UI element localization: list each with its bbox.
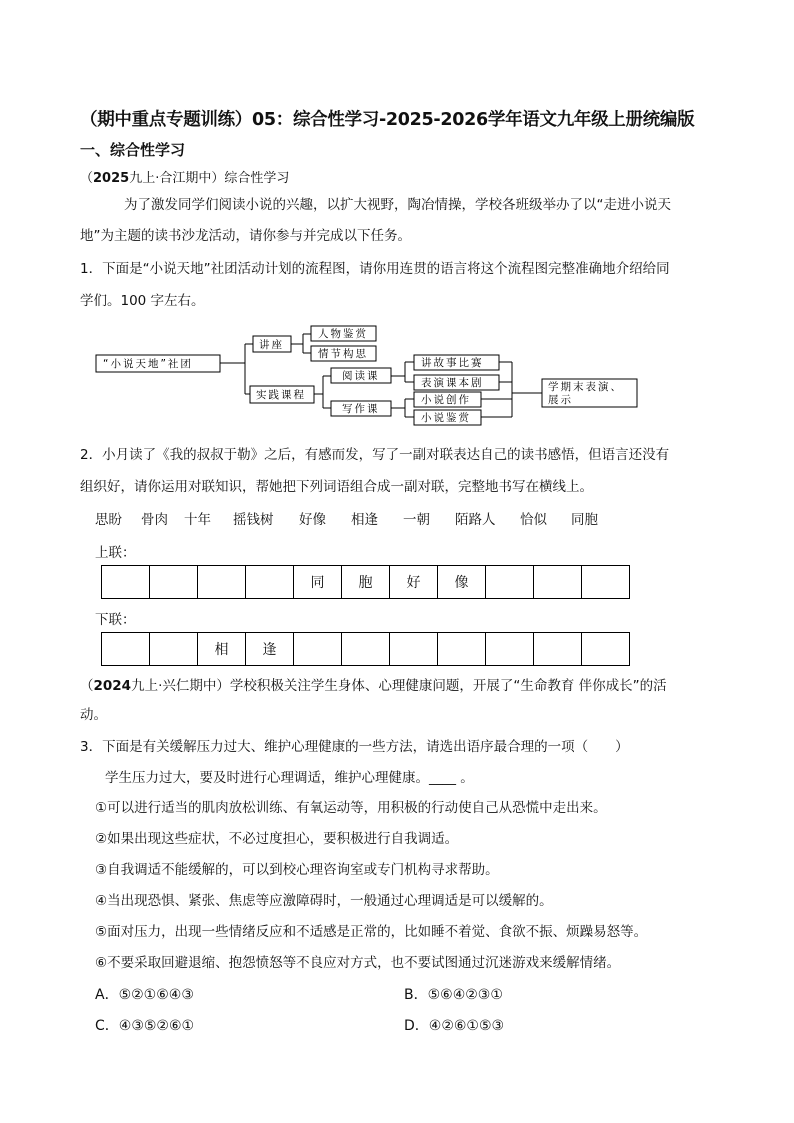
lower-couplet-grid bbox=[101, 632, 630, 666]
q1-line-2: 学们。100 字左右。 bbox=[80, 293, 205, 309]
word-bank-item: 恰似 bbox=[520, 512, 547, 528]
q3-item: ③自我调适不能缓解的，可以到校心理咨询室或专门机构寻求帮助。 bbox=[95, 862, 499, 878]
q3-item: ②如果出现这些症状，不必过度担心，要积极进行自我调适。 bbox=[95, 831, 459, 847]
upper-couplet-label: 上联： bbox=[95, 545, 136, 561]
flow-root: “小说天地”社团 bbox=[103, 358, 193, 370]
grid-cell[interactable] bbox=[150, 633, 198, 666]
grid-cell[interactable] bbox=[294, 633, 342, 666]
source-year: 2025 bbox=[93, 171, 130, 186]
grid-cell[interactable] bbox=[102, 633, 150, 666]
grid-cell[interactable] bbox=[486, 633, 534, 666]
grid-cell[interactable] bbox=[582, 566, 630, 599]
source-text: 九上·合江期中）综合性学习 bbox=[129, 171, 290, 186]
grid-cell[interactable]: 相 bbox=[198, 633, 246, 666]
source-year: 2024 bbox=[93, 678, 132, 694]
flow-lecture-item-2: 情节构思 bbox=[318, 348, 368, 360]
flow-lecture-item-1: 人物鉴赏 bbox=[318, 328, 368, 340]
grid-cell[interactable]: 好 bbox=[390, 566, 438, 599]
source-open: （ bbox=[80, 678, 94, 694]
word-bank-item: 摇钱树 bbox=[233, 512, 274, 528]
flow-lecture: 讲座 bbox=[259, 339, 284, 351]
q2-line-2: 组织好，请你运用对联知识，帮她把下列词语组合成一副对联，完整地书写在横线上。 bbox=[80, 479, 593, 495]
option-d[interactable]: D．④②⑥①⑤③ bbox=[404, 1018, 505, 1034]
grid-cell[interactable] bbox=[534, 566, 582, 599]
q3-lead: 学生压力过大，要及时进行心理调适，维护心理健康。____ 。 bbox=[105, 770, 474, 786]
upper-couplet-grid bbox=[101, 565, 630, 599]
page-title: （期中重点专题训练）05：综合性学习-2025-2026学年语文九年级上册统编版 bbox=[80, 110, 695, 130]
flow-reading: 阅读课 bbox=[342, 370, 380, 382]
grid-cell[interactable]: 同 bbox=[294, 566, 342, 599]
grid-cell[interactable] bbox=[582, 633, 630, 666]
option-a[interactable]: A．⑤②①⑥④③ bbox=[95, 987, 194, 1003]
intro-line-1: 为了激发同学们阅读小说的兴趣，以扩大视野，陶冶情操，学校各班级举办了以“走进小说天 bbox=[124, 197, 671, 213]
q3-item: ④当出现恐惧、紧张、焦虑等应激障碍时，一般通过心理调适是可以缓解的。 bbox=[95, 893, 553, 909]
q3-item: ⑤面对压力，出现一些情绪反应和不适感是正常的，比如睡不着觉、食欲不振、烦躁易怒等。 bbox=[95, 924, 648, 940]
flow-practice: 实践课程 bbox=[256, 389, 306, 401]
flow-reading-item-2: 表演课本剧 bbox=[421, 377, 484, 389]
word-bank-item: 十年 bbox=[184, 512, 211, 528]
q3-item: ①可以进行适当的肌肉放松训练、有氧运动等，用积极的行动使自己从恐慌中走出来。 bbox=[95, 800, 607, 816]
word-bank-item: 相逢 bbox=[351, 512, 378, 528]
word-bank-item: 同胞 bbox=[571, 512, 598, 528]
q3-item: ⑥不要采取回避退缩、抱怨愤怒等不良应对方式，也不要试图通过沉迷游戏来缓解情绪。 bbox=[95, 955, 621, 971]
source-note-2 bbox=[80, 674, 667, 694]
grid-cell[interactable] bbox=[534, 633, 582, 666]
grid-cell[interactable]: 逢 bbox=[246, 633, 294, 666]
flow-writing: 写作课 bbox=[342, 403, 380, 415]
grid-cell[interactable] bbox=[198, 566, 246, 599]
option-b[interactable]: B．⑤⑥④②③① bbox=[404, 987, 503, 1003]
flow-writing-item-1: 小说创作 bbox=[421, 394, 471, 406]
word-bank-item: 思盼 bbox=[95, 512, 122, 528]
grid-cell[interactable] bbox=[246, 566, 294, 599]
source-note-2-line-2: 动。 bbox=[80, 707, 107, 723]
grid-cell[interactable] bbox=[150, 566, 198, 599]
grid-cell[interactable] bbox=[486, 566, 534, 599]
grid-cell[interactable]: 像 bbox=[438, 566, 486, 599]
q3-stem: 3．下面是有关缓解压力过大、维护心理健康的一些方法，请选出语序最合理的一项（ ） bbox=[80, 739, 629, 755]
flow-reading-item-1: 讲故事比赛 bbox=[421, 357, 484, 369]
option-c[interactable]: C．④③⑤②⑥① bbox=[95, 1018, 195, 1034]
word-bank-item: 好像 bbox=[299, 512, 326, 528]
word-bank-item: 一朝 bbox=[403, 512, 430, 528]
flow-final-line-1: 学期末表演、 bbox=[548, 381, 623, 393]
grid-cell[interactable] bbox=[102, 566, 150, 599]
word-bank-item: 陌路人 bbox=[455, 512, 496, 528]
grid-cell[interactable] bbox=[342, 633, 390, 666]
grid-cell[interactable] bbox=[438, 633, 486, 666]
flow-writing-item-2: 小说鉴赏 bbox=[421, 412, 471, 424]
source-open: （ bbox=[80, 171, 94, 186]
flowchart bbox=[0, 0, 794, 440]
q2-line-1: 2．小月读了《我的叔叔于勒》之后，有感而发，写了一副对联表达自己的读书感悟，但语言还没有 bbox=[80, 447, 670, 463]
intro-line-2: 地”为主题的读书沙龙活动，请你参与并完成以下任务。 bbox=[80, 228, 411, 244]
grid-cell[interactable] bbox=[390, 633, 438, 666]
flow-final-line-2: 展示 bbox=[548, 394, 573, 406]
grid-cell[interactable]: 胞 bbox=[342, 566, 390, 599]
source-text: 九上·兴仁期中）学校积极关注学生身体、心理健康问题，开展了“生命教育 伴你成长”的活 bbox=[131, 678, 667, 694]
word-bank-item: 骨肉 bbox=[141, 512, 168, 528]
q1-line-1: 1．下面是“小说天地”社团活动计划的流程图，请你用连贯的语言将这个流程图完整准确地介绍给同 bbox=[80, 261, 670, 277]
lower-couplet-label: 下联： bbox=[95, 612, 136, 628]
section-heading: 一、综合性学习 bbox=[80, 141, 186, 159]
